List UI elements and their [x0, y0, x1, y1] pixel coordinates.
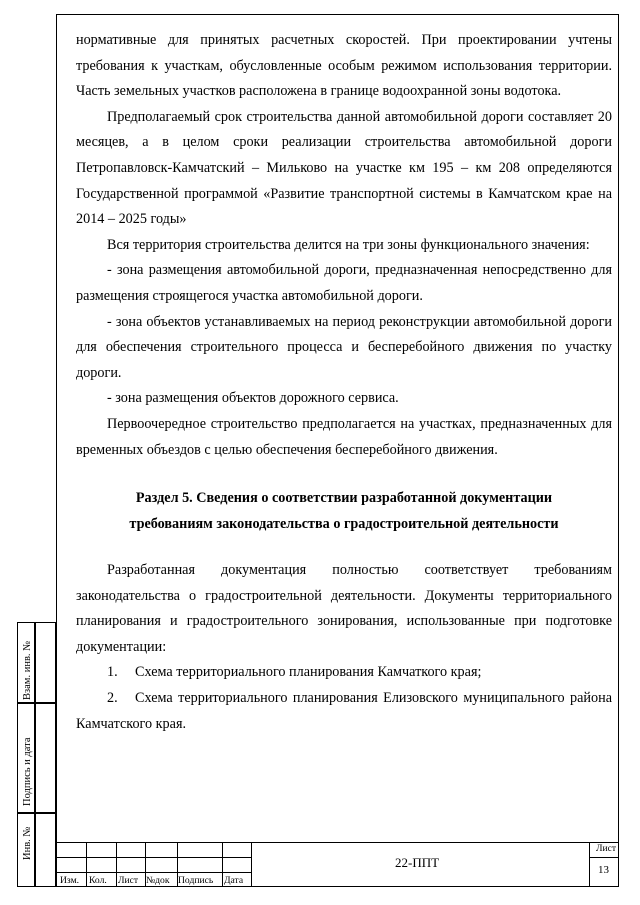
list-item-text: Схема территориального планирования Камчаткого края;: [135, 664, 482, 681]
col-label-izm: Изм.: [60, 875, 80, 886]
sheet-number: 13: [598, 864, 609, 876]
list-item-number: 2.: [107, 690, 118, 707]
section-heading-line: требованиям законодательства о градостроительной деятельности: [129, 516, 559, 533]
paragraph: Первоочередное строительство предполагается на участках, предназначенных для временных объездов с целью обеспечения бесперебойного движения.: [76, 415, 612, 458]
col-label-kol: Кол.: [89, 875, 107, 886]
paragraph: Вся территория строительства делится на три зоны функционального значения:: [107, 236, 590, 253]
side-label-podpis: Подпись и дата: [22, 737, 33, 806]
side-label-vzam: Взам. инв. №: [22, 640, 33, 700]
section-heading-line: Раздел 5. Сведения о соответствии разработанной документации: [135, 490, 553, 507]
document-body: [76, 28, 612, 737]
paragraph: - зона размещения автомобильной дороги, предназначенная непосредственно для размещения строящегося участка автомобильной дороги.: [76, 262, 612, 304]
list-item: [76, 686, 612, 737]
list-item: [76, 660, 612, 686]
col-label-podpis: Подпись: [178, 875, 214, 886]
list-item-number: 1.: [107, 664, 118, 681]
paragraph: - зона размещения объектов дорожного сервиса.: [107, 390, 399, 407]
paragraph: Предполагаемый срок строительства данной автомобильной дороги составляет 20 месяцев, а в целом сроки реализации строительства автомобильной дороги Петропавловск-Камчатский – Мильково на участке км 195 – км 208 определяются Государственной программой «Развитие транспортной системы в Камчатском крае на 2014 – 2025 годы»: [76, 108, 612, 228]
col-label-ndok: №док: [146, 875, 170, 886]
section-intro: Разработанная документация полностью соответствует требованиям законодательства о градостроительной деятельности. Документы территориального планирования и градостроительного зонирования, использованные при подготовке документации:: [76, 562, 612, 655]
col-label-data: Дата: [224, 875, 244, 886]
title-block: [56, 842, 619, 887]
side-cell: [35, 622, 56, 703]
sheet-label: Лист: [596, 843, 617, 854]
section-heading: [76, 485, 612, 537]
list-item-text: Схема территориального планирования Елизовского муниципального района Камчатского края.: [76, 690, 612, 732]
paragraph: - зона объектов устанавливаемых на период реконструкции автомобильной дороги для обеспечения строительного процесса и бесперебойного движения по участку дороги.: [76, 313, 612, 381]
side-cell: [35, 703, 56, 813]
side-label-inv: Инв. №: [22, 826, 33, 860]
side-cell: [35, 813, 56, 887]
paragraph: нормативные для принятых расчетных скоростей. При проектировании учтены требования к участкам, обусловленные особым режимом использования территории. Часть земельных участков расположена в границе водоохранной зоны водотока.: [76, 32, 612, 100]
col-label-list: Лист: [118, 875, 139, 886]
document-code: 22-ППТ: [395, 855, 440, 870]
